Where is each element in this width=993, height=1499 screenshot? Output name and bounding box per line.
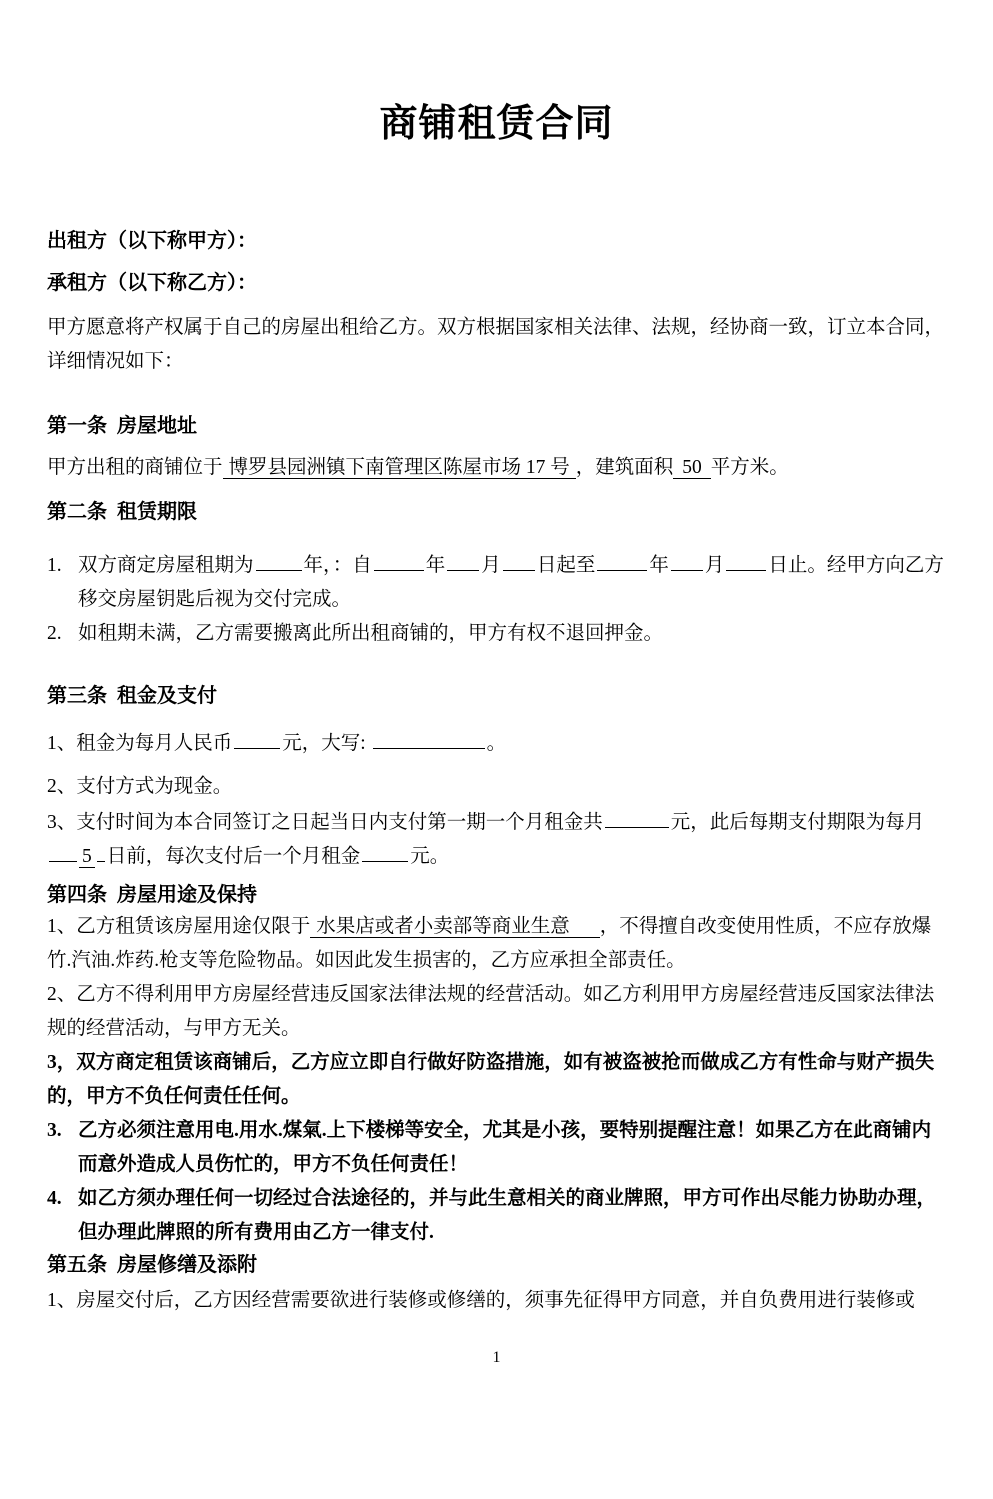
article3-item1 xyxy=(47,727,946,761)
lessor-line: 出租方（以下称甲方）： xyxy=(47,230,257,252)
text-run: ，不得擅自改变使用性质，不应存放爆竹.汽油.炸药.枪支等危险物品。如因此发生损害的，乙方应承担全部责任。 xyxy=(47,916,932,971)
article4-item5 xyxy=(47,1182,946,1250)
payment-day-value: 5 xyxy=(79,846,95,868)
usage-value: 水果店或者小卖部等商业生意 xyxy=(310,916,600,938)
article1-body xyxy=(47,451,946,485)
text-run: 1、租金为每月人民币 xyxy=(47,733,233,754)
text-run: 日止。经甲方向乙方移交房屋钥匙后视为交付完成。 xyxy=(78,555,944,610)
blank-lease-term-years xyxy=(256,551,302,572)
article4-item3: 3，双方商定租赁该商铺后，乙方应立即自行做好防盗措施，如有被盗被抢而做成乙方有性命与财产损失的，甲方不负任何责任任何。 xyxy=(47,1052,935,1107)
text-run: 月 xyxy=(704,555,725,576)
list-number: 3. xyxy=(47,1120,62,1141)
article2-heading: 第二条 租赁期限 xyxy=(47,501,197,523)
text-run: 元，大写: xyxy=(282,733,371,754)
text-run: 如租期未满，乙方需要搬离此所出租商铺的，甲方有权不退回押金。 xyxy=(78,623,664,644)
blank-end-year xyxy=(597,551,647,572)
document-title: 商铺租赁合同 xyxy=(379,103,614,145)
blank-first-payment-total xyxy=(605,808,669,829)
blank-rent-in-words xyxy=(373,729,485,750)
text-run: 1、乙方租赁该房屋用途仅限于 xyxy=(47,916,311,937)
article3-item2: 2、支付方式为现金。 xyxy=(47,776,233,797)
article5-item1: 1、房屋交付后，乙方因经营需要欲进行装修或修缮的，须事先征得甲方同意，并自负费用进行装修或 xyxy=(47,1290,915,1311)
blank-before-day xyxy=(49,842,77,863)
blank-start-year xyxy=(374,551,424,572)
text-run: 双方商定房屋租期为 xyxy=(78,555,254,576)
article4-item2: 2、乙方不得利用甲方房屋经营违反国家法律法规的经营活动。如乙方利用甲方房屋经营违反国家法律法规的经营活动，与甲方无关。 xyxy=(47,984,935,1039)
article4-item1 xyxy=(47,910,946,978)
area-value: 50 xyxy=(673,457,711,479)
article3-heading: 第三条 租金及支付 xyxy=(47,685,217,707)
text-run: 年 xyxy=(425,555,446,576)
text-run: 元。 xyxy=(410,846,450,867)
text-run: 月 xyxy=(481,555,501,576)
article4-item4 xyxy=(47,1114,946,1182)
text-run: 3、支付时间为本合同签订之日起当日内支付第一期一个月租金共 xyxy=(47,812,603,833)
contract-page xyxy=(0,95,993,1368)
blank-after-day xyxy=(97,842,105,863)
article1-heading: 第一条 房屋地址 xyxy=(47,415,197,437)
article3-item3 xyxy=(47,806,946,874)
text-run: 乙方必须注意用电.用水.煤氣.上下楼梯等安全，尤其是小孩，要特别提醒注意！如果乙方在此商铺内而意外造成人员伤忙的，甲方不负任何责任！ xyxy=(78,1120,932,1175)
blank-next-month-rent xyxy=(362,842,408,863)
list-number: 1. xyxy=(47,555,62,576)
text-run: ，建筑面积 xyxy=(575,457,674,478)
article2-item1 xyxy=(47,549,946,617)
text-run: 甲方出租的商铺位于 xyxy=(47,457,223,478)
text-run: 日起至 xyxy=(536,555,596,576)
text-run: 年 xyxy=(649,555,669,576)
preamble: 甲方愿意将产权属于自己的房屋出租给乙方。双方根据国家相关法律、法规，经协商一致，订立本合同，详细情况如下： xyxy=(47,317,945,372)
text-run: 元，此后每期支付期限为每月 xyxy=(670,812,925,833)
text-run: 平方米。 xyxy=(710,457,789,478)
article5-heading: 第五条 房屋修缮及添附 xyxy=(47,1254,257,1276)
list-number: 2. xyxy=(47,623,62,644)
blank-end-day xyxy=(726,551,766,572)
text-run: 日前，每次支付后一个月租金 xyxy=(106,846,361,867)
blank-end-month xyxy=(671,551,703,572)
blank-monthly-rent xyxy=(234,729,280,750)
blank-start-month xyxy=(447,551,479,572)
page-number: 1 xyxy=(492,1349,501,1366)
list-number: 4. xyxy=(47,1188,62,1209)
article2-item2 xyxy=(47,617,946,651)
text-run: 年，：自 xyxy=(303,555,372,576)
article4-heading: 第四条 房屋用途及保持 xyxy=(47,884,257,906)
text-run: 。 xyxy=(486,733,507,754)
lessee-line: 承租方（以下称乙方）： xyxy=(47,272,257,294)
text-run: 如乙方须办理任何一切经过合法途径的，并与此生意相关的商业牌照，甲方可作出尽能力协助办理，但办理此牌照的所有费用由乙方一律支付. xyxy=(78,1188,937,1243)
blank-start-day xyxy=(503,551,535,572)
address-value: 博罗县园洲镇下南管理区陈屋市场 17 号 xyxy=(223,457,576,479)
